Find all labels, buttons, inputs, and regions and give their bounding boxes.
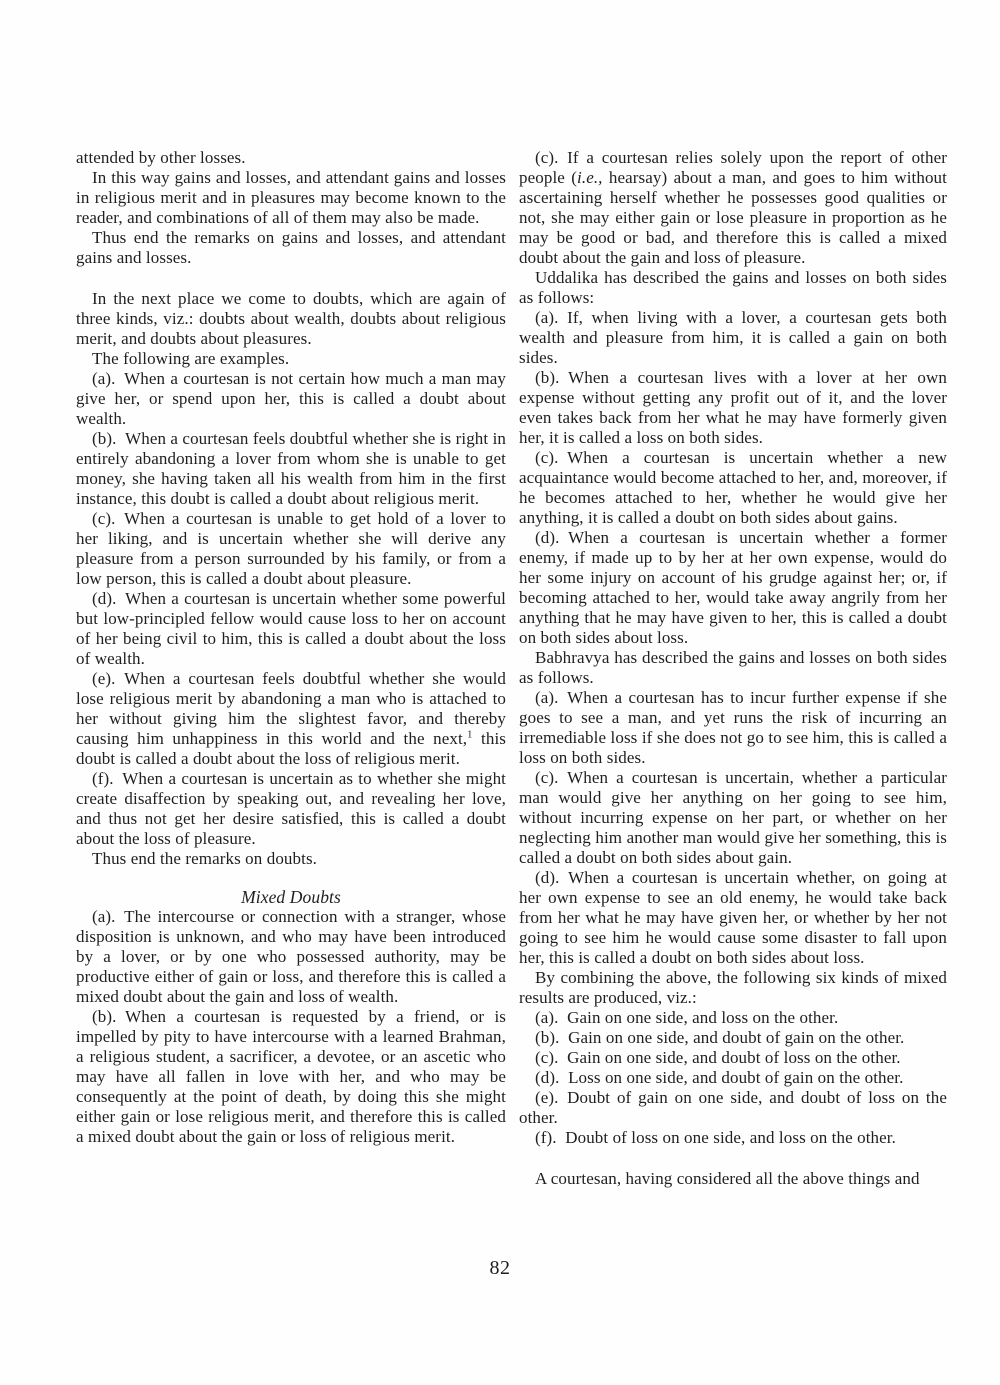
left-column — [76, 148, 506, 1147]
paragraph: attended by other losses. — [76, 148, 246, 167]
paragraph — [519, 148, 947, 268]
paragraph: Thus end the remarks on gains and losses, and attendant gains and losses. — [76, 228, 506, 267]
list-item: (e). Doubt of gain on one side, and doubt of loss on the other. — [519, 1088, 947, 1127]
paragraph: (a). When a courtesan has to incur further expense if she goes to see a man, and yet runs the risk of incurring an irremediable loss if she does not go to see him, this is called a loss on both sides. — [519, 688, 947, 767]
paragraph: Babhravya has described the gains and losses on both sides as follows. — [519, 648, 947, 687]
section-heading: Mixed Doubts — [241, 887, 341, 907]
paragraph: (c). When a courtesan is uncertain whether a new acquaintance would become attached to her, and, moreover, if he becomes attached to her, whether he would give her anything, it is called a doubt on both sides about gains. — [519, 448, 947, 527]
paragraph-text: (e). When a courtesan feels doubtful whether she would lose religious merit by abandoning a man who is attached to her without giving him the slightest favor, and thereby causing him unhappiness in this world and the next, — [76, 669, 506, 748]
paragraph-text: (c). If a courtesan relies solely upon the report of other people ( — [519, 148, 947, 187]
list-item: (d). Loss on one side, and doubt of gain on the other. — [535, 1068, 904, 1087]
paragraph: (d). When a courtesan is uncertain whether some powerful but low-principled fellow would cause loss to her on account of her being civil to him, this is called a doubt about the loss of wealth. — [76, 589, 506, 668]
list-item: (a). Gain on one side, and loss on the other. — [535, 1008, 839, 1027]
footnote-marker: 1 — [467, 729, 473, 741]
list-item: (c). Gain on one side, and doubt of loss on the other. — [535, 1048, 901, 1067]
paragraph: (f). When a courtesan is uncertain as to whether she might create disaffection by speaking out, and revealing her love, and thus not get her desire satisfied, this is called a doubt about the loss of pleasure. — [76, 769, 506, 848]
latin-abbreviation: i.e., — [577, 168, 603, 187]
paragraph: In the next place we come to doubts, which are again of three kinds, viz.: doubts about wealth, doubts about religious merit, and doubts about pleasures. — [76, 289, 506, 348]
paragraph: (d). When a courtesan is uncertain whether, on going at her own expense to see an old enemy, he would take back from her what he may have given her, or whether by her not going to see him he would cause some disaster to fall upon her, this is called a doubt on both sides about loss. — [519, 868, 947, 967]
paragraph: (b). When a courtesan is requested by a friend, or is impelled by pity to have intercourse with a learned Brahman, a religious student, a sacrificer, a devotee, or an ascetic who may have all fallen in love with her, and who may be consequently at the point of death, by doing this she might either gain or lose religious merit, and therefore this is called a mixed doubt about the gain or loss of religious merit. — [76, 1007, 506, 1146]
paragraph: Uddalika has described the gains and losses on both sides as follows: — [519, 268, 947, 307]
paragraph: (a). The intercourse or connection with a stranger, whose disposition is unknown, and who may have been introduced by a lover, or by one who possessed authority, may be productive either of gain or loss, and therefore this is called a mixed doubt about the gain and loss of wealth. — [76, 907, 506, 1006]
paragraph: (d). When a courtesan is uncertain whether a former enemy, if made up to by her at her own expense, would do her some injury on account of his grudge against her; or, if becoming attached to her, would take away angrily from her anything that he may have given to her, this is called a doubt on both sides about loss. — [519, 528, 947, 647]
paragraph: (a). If, when living with a lover, a courtesan gets both wealth and pleasure from him, it is called a gain on both sides. — [519, 308, 947, 367]
list-item: (f). Doubt of loss on one side, and loss on the other. — [535, 1128, 896, 1147]
paragraph: (a). When a courtesan is not certain how much a man may give her, or spend upon her, this is called a doubt about wealth. — [76, 369, 506, 428]
paragraph: The following are examples. — [92, 349, 290, 368]
paragraph: Thus end the remarks on doubts. — [92, 849, 318, 868]
paragraph: (c). When a courtesan is unable to get hold of a lover to her liking, and is uncertain whether she will derive any pleasure from a person surrounded by his family, or from a low person, this is called a doubt about pleasure. — [76, 509, 506, 588]
right-column — [519, 148, 947, 1189]
paragraph: A courtesan, having considered all the above things and — [535, 1169, 920, 1188]
paragraph: (c). When a courtesan is uncertain, whether a particular man would give her anything on her going to see him, without incurring expense on her part, or whether on her neglecting him another man would give her something, this is called a doubt on both sides about gain. — [519, 768, 947, 867]
paragraph-text: hearsay) about a man, and goes to him without ascertaining herself whether he possesses good qualities or not, she may either gain or lose pleasure in proportion as he may be good or bad, and therefore this is called a mixed doubt about the gain and loss of pleasure. — [519, 168, 947, 267]
page-number: 82 — [489, 1257, 511, 1279]
paragraph: (b). When a courtesan feels doubtful whether she is right in entirely abandoning a lover from whom she is unable to get money, she having taken all his wealth from him in the first instance, this doubt is called a doubt about religious merit. — [76, 429, 506, 508]
paragraph: By combining the above, the following six kinds of mixed results are produced, viz.: — [519, 968, 947, 1007]
paragraph-text: this doubt is called a doubt about the loss of religious merit. — [76, 729, 506, 768]
paragraph — [76, 669, 506, 769]
paragraph: In this way gains and losses, and attendant gains and losses in religious merit and in pleasures may become known to the reader, and combinations of all of them may also be made. — [76, 168, 506, 227]
paragraph: (b). When a courtesan lives with a lover at her own expense without getting any profit out of it, and the lover even takes back from her what he may have formerly given her, it is called a loss on both sides. — [519, 368, 947, 447]
list-item: (b). Gain on one side, and doubt of gain on the other. — [535, 1028, 905, 1047]
